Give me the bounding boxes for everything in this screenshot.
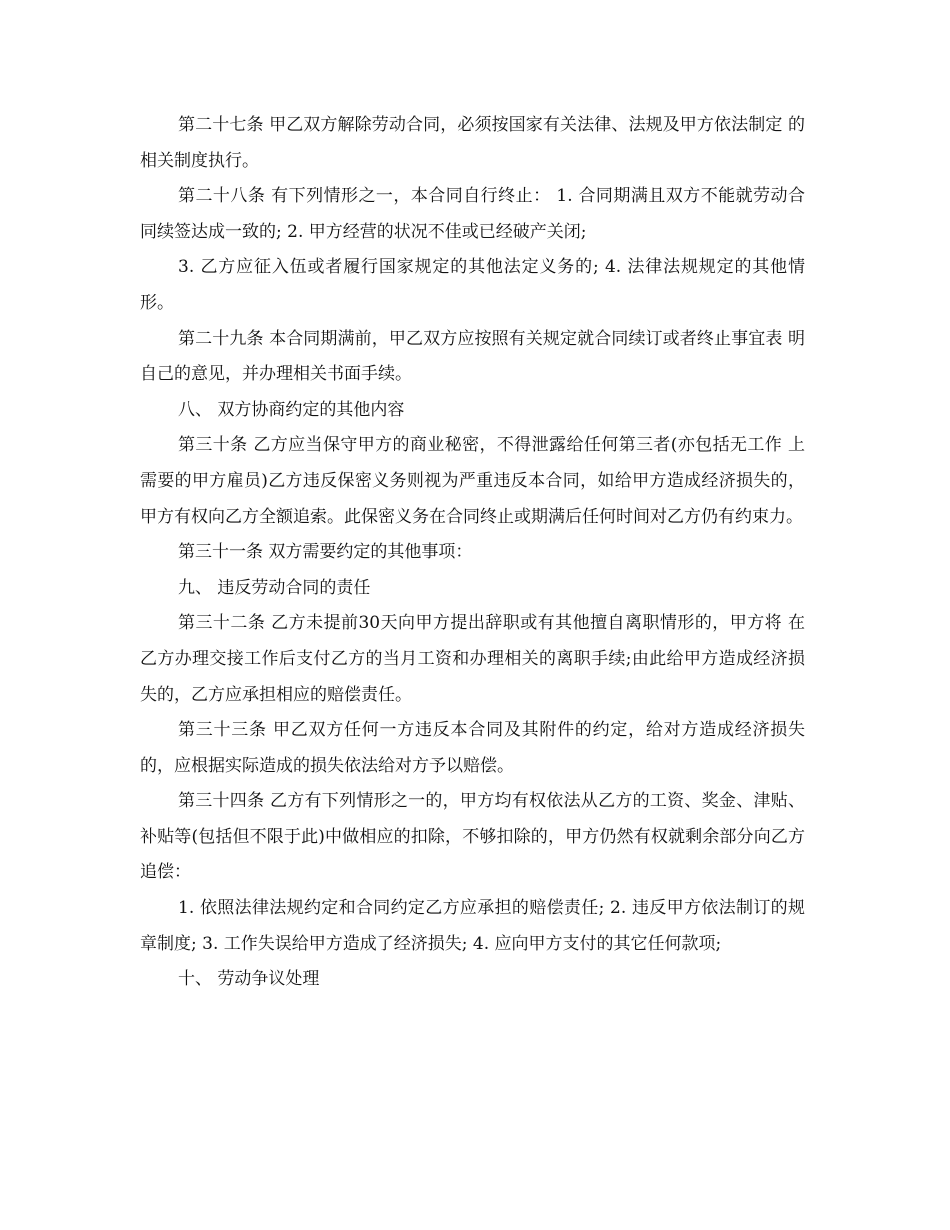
article-30: 第三十条 乙方应当保守甲方的商业秘密，不得泄露给任何第三者(亦包括无工作 上需要的甲方雇员)乙方违反保密义务则视为严重违反本合同，如给甲方造成经济损失的，甲方有权向乙方全额追索。此保密义务在合同终止或期满后任何时间对乙方仍有约束力。	[140, 435, 805, 527]
article-32: 第三十二条 乙方未提前30天向甲方提出辞职或有其他擅自离职情形的，甲方将 在乙方办理交接工作后支付乙方的当月工资和办理相关的离职手续;由此给甲方造成经济损失的，乙方应承担相应的赔偿责任。	[140, 613, 805, 705]
article-28-continued: 3. 乙方应征入伍或者履行国家规定的其他法定义务的; 4. 法律法规规定的其他情形。	[140, 257, 805, 313]
article-28: 第二十八条 有下列情形之一，本合同自行终止： 1. 合同期满且双方不能就劳动合同续签达成一致的; 2. 甲方经营的状况不佳或已经破产关闭;	[140, 186, 805, 242]
article-33: 第三十三条 甲乙双方任何一方违反本合同及其附件的约定，给对方造成经济损失 的，应根据实际造成的损失依法给对方予以赔偿。	[140, 720, 805, 776]
article-31: 第三十一条 双方需要约定的其他事项：	[178, 542, 473, 563]
section-heading-9: 九、 违反劳动合同的责任	[178, 577, 371, 598]
article-27: 第二十七条 甲乙双方解除劳动合同，必须按国家有关法律、法规及甲方依法制定 的相关制度执行。	[140, 115, 805, 171]
section-heading-10: 十、 劳动争议处理	[178, 969, 320, 990]
article-34: 第三十四条 乙方有下列情形之一的，甲方均有权依法从乙方的工资、奖金、津贴、补贴等(包括但不限于此)中做相应的扣除，不够扣除的，甲方仍然有权就剩余部分向乙方追偿：	[140, 791, 805, 883]
section-heading-8: 八、 双方协商约定的其他内容	[178, 399, 405, 420]
article-34-items: 1. 依照法律法规约定和合同约定乙方应承担的赔偿责任; 2. 违反甲方依法制订的规章制度; 3. 工作失误给甲方造成了经济损失; 4. 应向甲方支付的其它任何款项;	[140, 898, 805, 954]
article-29: 第二十九条 本合同期满前，甲乙双方应按照有关规定就合同续订或者终止事宜表 明自己的意见，并办理相关书面手续。	[140, 328, 805, 385]
